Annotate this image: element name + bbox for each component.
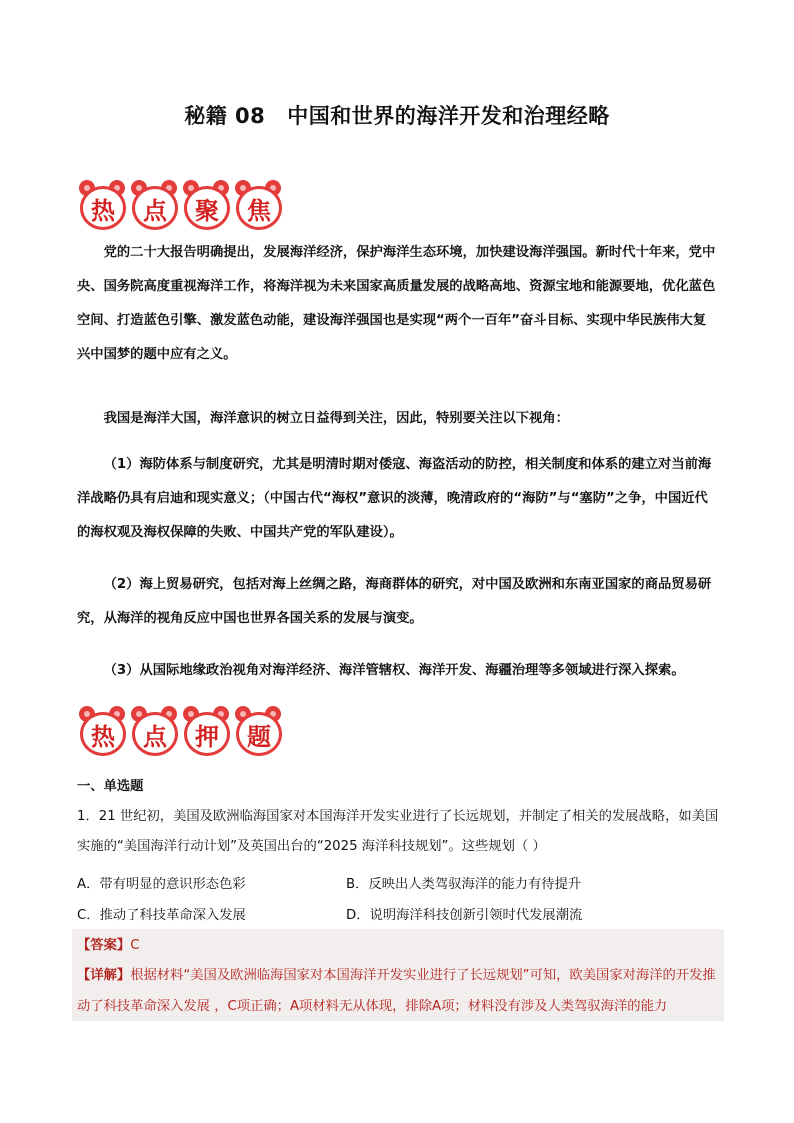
- badge-char: 押: [181, 706, 231, 754]
- option-a: A．带有明显的意识形态色彩: [77, 877, 246, 892]
- title-prefix: 秘籍 08: [184, 104, 266, 128]
- hot-focus-badge: [77, 180, 283, 228]
- badge-char: 聚: [181, 180, 231, 228]
- option-d: D．说明海洋科技创新引领时代发展潮流: [346, 908, 583, 923]
- section-heading: 一、单选题: [77, 779, 144, 794]
- intro-paragraph-5: （3）从国际地缘政治视角对海洋经济、海洋管辖权、海洋开发、海疆治理等多领域进行深入探索。: [103, 663, 685, 678]
- badge-char: 点: [129, 706, 179, 754]
- detail-tag: 【详解】: [77, 968, 131, 983]
- intro-paragraph-4: （2）海上贸易研究，包括对海上丝绸之路，海商群体的研究，对中国及欧洲和东南亚国家的商品贸易研究，从海洋的视角反应中国也世界各国关系的发展与演变。: [77, 577, 712, 626]
- answer-value: C: [130, 938, 140, 953]
- detail-text: 根据材料“美国及欧洲临海国家对本国海洋开发实业进行了长远规划”可知，欧美国家对海洋的开发推动了科技革命深入发展 ，C项正确；A项材料无从体现，排除A项；材料没有涉及人类驾驭海洋的能力: [77, 968, 716, 1014]
- badge-char: 热: [77, 706, 127, 754]
- badge-char: 题: [233, 706, 283, 754]
- answer-tag: 【答案】: [77, 938, 131, 953]
- answer-line: [77, 930, 727, 961]
- hot-questions-badge: [77, 706, 283, 754]
- document-title: [0, 100, 794, 130]
- question-stem: 1．21 世纪初，美国及欧洲临海国家对本国海洋开发实业进行了长远规划，并制定了相关的发展战略，如美国实施的“美国海洋行动计划”及英国出台的“2025 海洋科技规划”。这些规划（ ）: [77, 809, 719, 854]
- intro-paragraph-3: （1）海防体系与制度研究，尤其是明清时期对倭寇、海盗活动的防控，相关制度和体系的建立对当前海洋战略仍具有启迪和现实意义；（中国古代“海权”意识的淡薄，晚清政府的“海防”与“塞防”之争，中国近代的海权观及海权保障的失败、中国共产党的军队建设）。: [77, 457, 712, 540]
- option-b: B．反映出人类驾驭海洋的能力有待提升: [346, 877, 582, 892]
- badge-char: 焦: [233, 180, 283, 228]
- intro-paragraph-2: 我国是海洋大国，海洋意识的树立日益得到关注，因此，特别要关注以下视角：: [103, 411, 569, 426]
- badge-char: 热: [77, 180, 127, 228]
- title-main: 中国和世界的海洋开发和治理经略: [287, 104, 610, 128]
- badge-char: 点: [129, 180, 179, 228]
- intro-paragraph-1: 党的二十大报告明确提出，发展海洋经济，保护海洋生态环境，加快建设海洋强国。新时代十年来，党中央、国务院高度重视海洋工作，将海洋视为未来国家高质量发展的战略高地、资源宝地和能源要地，优化蓝色空间、打造蓝色引擎、激发蓝色动能，建设海洋强国也是实现“两个一百年”奋斗目标、实现中华民族伟大复兴中国梦的题中应有之义。: [77, 245, 716, 362]
- option-c: C．推动了科技革命深入发展: [77, 908, 246, 923]
- detail-line: [77, 960, 727, 1022]
